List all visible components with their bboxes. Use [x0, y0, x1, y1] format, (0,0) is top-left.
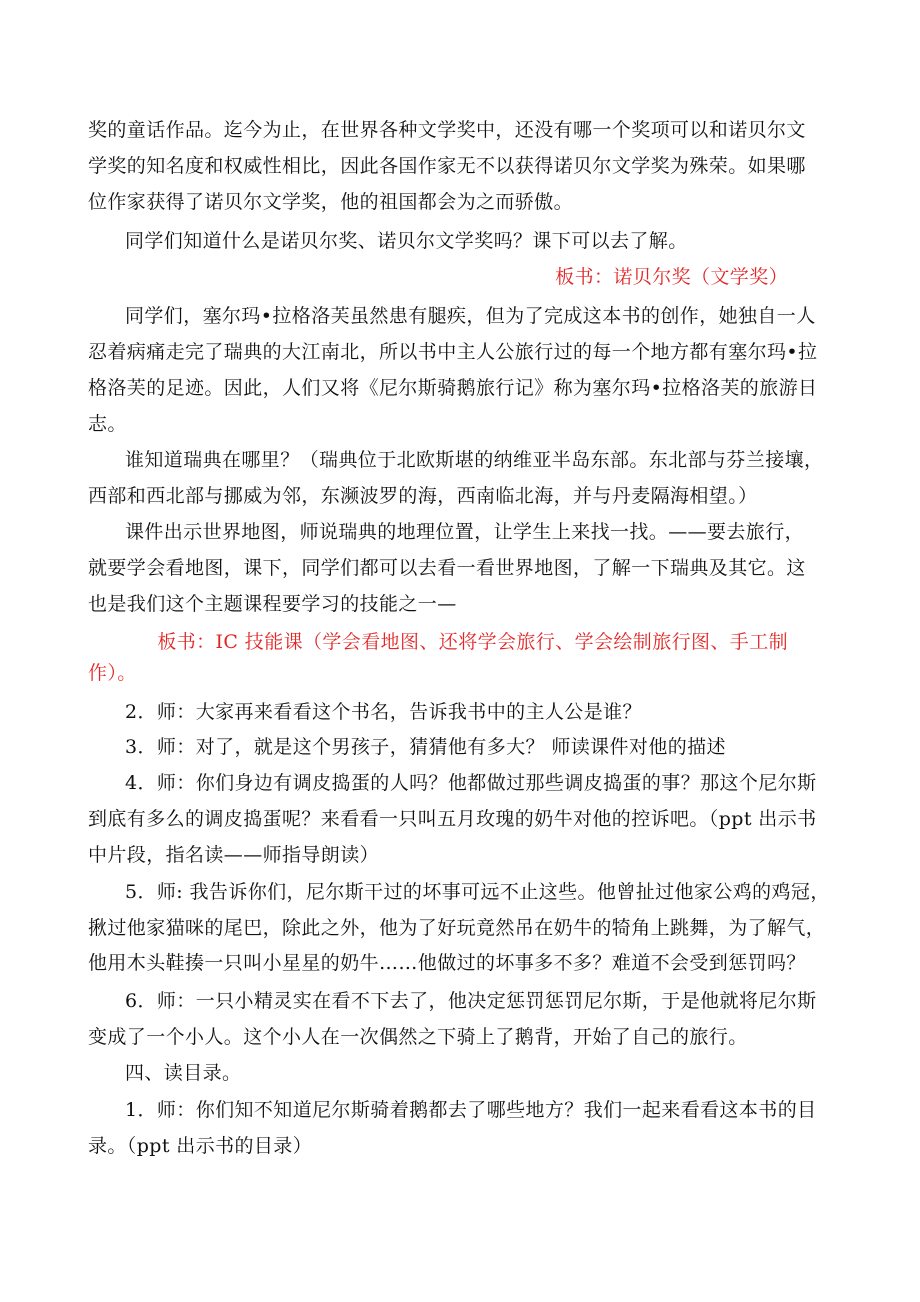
- paragraph-line: 录。（ppt 出示书的目录）: [88, 1135, 313, 1157]
- paragraph-line: 谁知道瑞典在哪里？（瑞典位于北欧斯堪的纳维亚半岛东部。东北部与芬兰接壤，: [125, 449, 824, 471]
- paragraph-line: 4．师：你们身边有调皮捣蛋的人吗？他都做过那些调皮捣蛋的事？那这个尼尔斯: [125, 772, 817, 794]
- paragraph-line: 变成了一个小人。这个小人在一次偶然之下骑上了鹅背，开始了自己的旅行。: [88, 1026, 748, 1048]
- paragraph-line: 同学们，塞尔玛•拉格洛芙虽然患有腿疾，但为了完成这本书的创作，她独自一人: [125, 305, 816, 327]
- paragraph-line: 也是我们这个主题课程要学习的技能之一—: [88, 593, 457, 615]
- board-note: 板书：IC 技能课（学会看地图、还将学会旅行、学会绘制旅行图、手工制: [157, 631, 788, 653]
- paragraph-line: 1．师：你们知不知道尼尔斯骑着鹅都去了哪些地方？我们一起来看看这本书的目: [125, 1099, 817, 1121]
- paragraph-line: 就要学会看地图，课下，同学们都可以去看一看世界地图，了解一下瑞典及其它。这: [88, 557, 806, 579]
- paragraph-line: 到底有多么的调皮捣蛋呢？来看看一只叫五月玫瑰的奶牛对他的控诉吧。（ppt 出示书: [88, 808, 817, 830]
- paragraph-line: 忍着病痛走完了瑞典的大江南北，所以书中主人公旅行过的每一个地方都有塞尔玛•拉: [88, 341, 818, 363]
- paragraph-line: 他用木头鞋揍一只叫小星星的奶牛……他做过的坏事多不多？难道不会受到惩罚吗？: [88, 952, 806, 974]
- paragraph-line: 揪过他家猫咪的尾巴，除此之外，他为了好玩竟然吊在奶牛的犄角上跳舞，为了解气，: [88, 917, 826, 939]
- paragraph-line: 同学们知道什么是诺贝尔奖、诺贝尔文学奖吗？课下可以去了解。: [125, 230, 688, 252]
- paragraph-line: 西部和西北部与挪威为邻，东濒波罗的海，西南临北海，并与丹麦隔海相望。）: [88, 485, 758, 507]
- paragraph-line: 5．师: 我告诉你们，尼尔斯干过的坏事可远不止这些。他曾扯过他家公鸡的鸡冠，: [125, 881, 830, 903]
- paragraph-line: 3．师：对了，就是这个男孩子，猜猜他有多大？ 师读课件对他的描述: [125, 736, 726, 758]
- paragraph-line: 中片段，指名读——师指导朗读）: [88, 844, 380, 866]
- paragraph-line: 位作家获得了诺贝尔文学奖，他的祖国都会为之而骄傲。: [88, 191, 574, 213]
- board-note: 作）。: [88, 662, 137, 684]
- paragraph-line: 格洛芙的足迹。因此，人们又将《尼尔斯骑鹅旅行记》称为塞尔玛•拉格洛芙的旅游日: [88, 377, 818, 399]
- paragraph-line: 奖的童话作品。迄今为止，在世界各种文学奖中，还没有哪一个奖项可以和诺贝尔文: [88, 119, 806, 141]
- paragraph-line: 课件出示世界地图，师说瑞典的地理位置，让学生上来找一找。——要去旅行，: [125, 521, 805, 543]
- paragraph-line: 学奖的知名度和权威性相比，因此各国作家无不以获得诺贝尔文学奖为殊荣。如果哪: [88, 155, 806, 177]
- paragraph-line: 6．师：一只小精灵实在看不下去了，他决定惩罚惩罚尼尔斯，于是他就将尼尔斯: [125, 990, 817, 1012]
- section-heading: 四、读目录。: [125, 1062, 242, 1084]
- paragraph-line: 2．师：大家再来看看这个书名，告诉我书中的主人公是谁？: [125, 701, 642, 723]
- paragraph-line: 志。: [88, 413, 127, 435]
- board-note: 板书：诺贝尔奖（文学奖）: [555, 266, 788, 288]
